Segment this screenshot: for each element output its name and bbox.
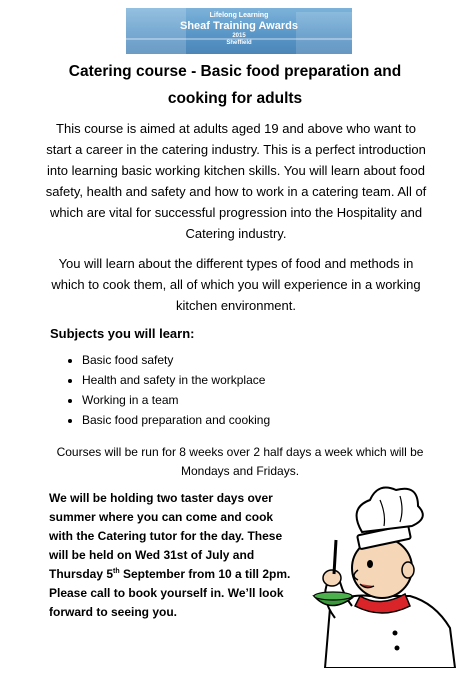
subjects-heading: Subjects you will learn:: [50, 326, 195, 341]
list-item: • Working in a team: [82, 390, 462, 410]
list-item: • Basic food safety: [82, 350, 462, 370]
courses-note: Courses will be run for 8 weeks over 2 half days a week which will be Mondays and Fridays.: [56, 445, 424, 478]
banner-line3: 2015: [232, 33, 246, 39]
banner-text: [126, 12, 352, 47]
subjects-list: [50, 350, 462, 430]
page-title: Catering course - Basic food preparation and cooking for adults: [68, 63, 402, 107]
taster-days-note: [49, 489, 299, 622]
methods-paragraph: You will learn about the different types of food and methods in which to cook them, all of which you will experience in a working kitchen environment.: [51, 256, 421, 313]
chef-illustration: [300, 478, 460, 668]
taster-ordinal-suffix: th: [113, 568, 120, 575]
taster-text-end: September from 10 a till 2pm. Please call to book yourself in. We’ll look forward to seeing you.: [49, 567, 291, 619]
banner-line4: Sheffield: [226, 40, 252, 46]
banner-line2: Sheaf Training Awards: [180, 20, 298, 32]
list-item: • Basic food preparation and cooking: [82, 410, 462, 430]
taster-text-start: We will be holding two taster days over summer where you can come and cook with the Catering tutor for the day. These will be held on Wed 31st of July and Thursday 5: [49, 491, 283, 581]
banner-line1: Lifelong Learning: [209, 12, 269, 19]
list-item: • Health and safety in the workplace: [82, 370, 462, 390]
intro-paragraph: This course is aimed at adults aged 19 and above who want to start a career in the catering industry. This is a perfect introduction into learning basic working kitchen skills. You will learn about food safety, health and safety and how to work in a catering team. All of which are vital for successful progression into the Hospitality and Catering industry.: [45, 121, 427, 241]
sheaf-awards-banner: [126, 8, 352, 54]
